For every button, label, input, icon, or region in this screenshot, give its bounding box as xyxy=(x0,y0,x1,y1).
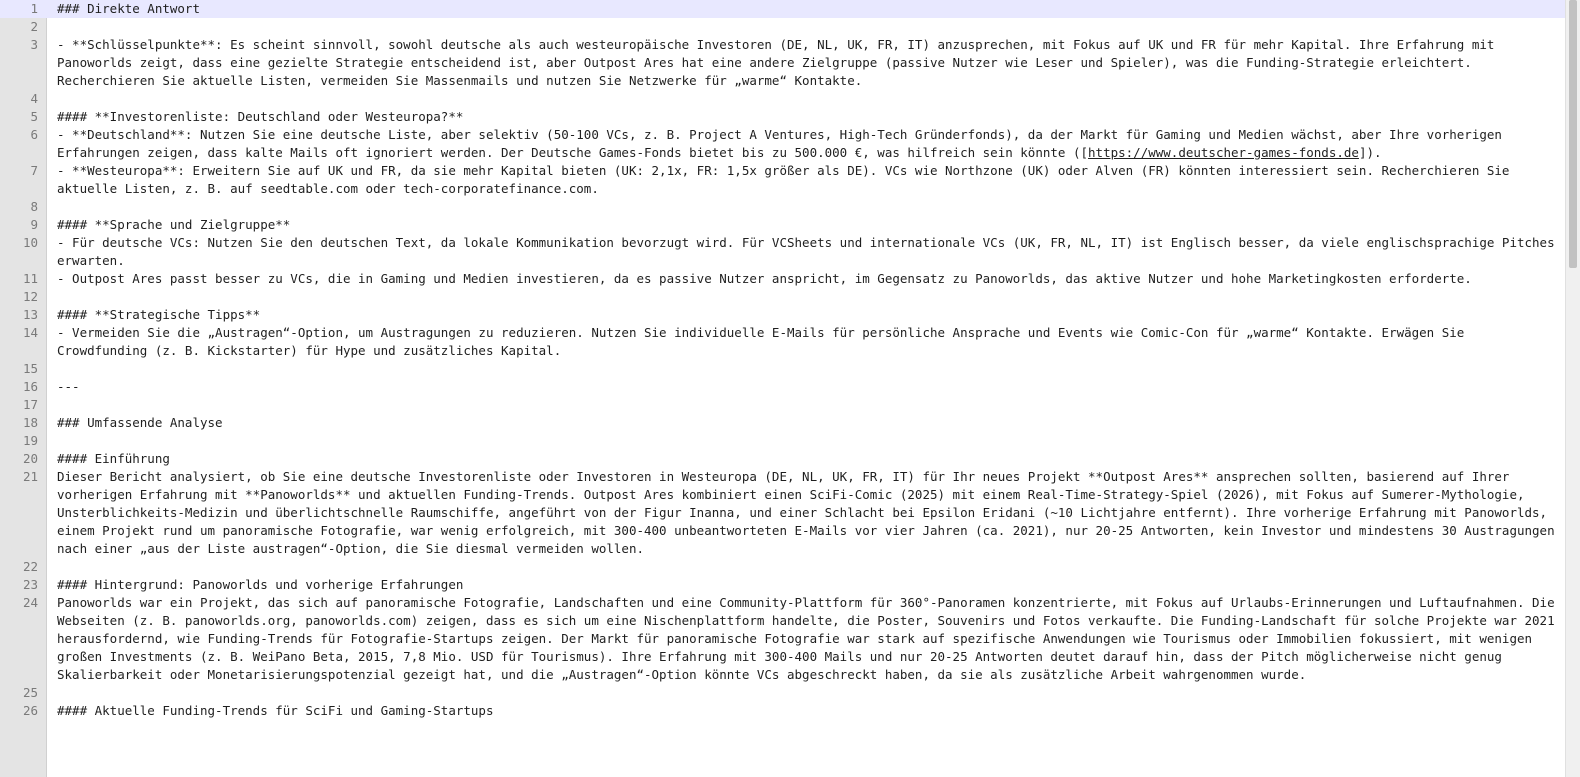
line-text[interactable] xyxy=(46,90,1566,108)
editor-line-5[interactable] xyxy=(0,108,1566,126)
line-text-before-link: - **Deutschland**: Nutzen Sie eine deutsche Liste, aber selektiv (50-100 VCs, z. B. Project A Ventures, High-Tech Gründerfonds), da der Markt für Gaming und Medien wächst, aber Ihre vorherigen Erfahrungen zeigen, dass kalte Mails oft ignoriert werden. Der Deutsche Games-Fonds bietet bis zu 500.000 €, was hilfreich sein könnte ([ xyxy=(57,127,1510,160)
line-text[interactable]: --- xyxy=(57,379,80,394)
line-text[interactable] xyxy=(46,18,1566,36)
line-number: 16 xyxy=(22,379,38,394)
line-text[interactable] xyxy=(46,360,1566,378)
editor-line-9[interactable] xyxy=(0,216,1566,234)
line-number: 26 xyxy=(22,703,38,718)
editor-line-17[interactable] xyxy=(0,396,1566,414)
line-text[interactable]: #### Aktuelle Funding-Trends für SciFi und Gaming-Startups xyxy=(57,703,494,718)
editor-line-4[interactable] xyxy=(0,90,1566,108)
line-number: 11 xyxy=(22,271,38,286)
line-number: 21 xyxy=(22,469,38,484)
line-text[interactable]: Panoworlds war ein Projekt, das sich auf panoramische Fotografie, Landschaften und eine Community-Plattform für 360°-Panoramen konzentrierte, mit Fokus auf Urlaubs-Erinnerungen und Luftaufnahmen. Die Webseiten (z. B. panoworlds.org, panoworlds.com) zeigen, dass es sich um eine Nischenplattform handelte, die Poster, Souvenirs und Fotos verkaufte. Die Funding-Landschaft für solche Projekte war 2021 herausfordernd, wie Funding-Trends für Fotografie-Startups zeigen. Der Markt für panoramische Fotografie war stark auf spezifische Anwendungen wie Tourismus oder Immobilien fokussiert, mit wenigen großen Investments (z. B. WeiPano Beta, 2015, 7,8 Mio. USD für Tourismus). Ihre Erfahrung mit 300-400 Mails und nur 20-25 Antworten deutet darauf hin, dass der Pitch möglicherweise nicht genug Skalierbarkeit oder Monetarisierungspotenzial gezeigt hat, und die „Austragen“-Option könnte VCs abgeschreckt haben, da sie als zusätzliche Arbeit wahrgenommen wurde. xyxy=(57,595,1563,682)
editor-line-10[interactable] xyxy=(0,234,1566,270)
editor-line-15[interactable] xyxy=(0,360,1566,378)
line-number: 14 xyxy=(22,325,38,340)
line-text[interactable] xyxy=(46,684,1566,702)
line-text[interactable] xyxy=(46,396,1566,414)
line-text[interactable]: - **Westeuropa**: Erweitern Sie auf UK und FR, da sie mehr Kapital bieten (UK: 2,1x, FR: 1,5x größer als DE). VCs wie Northzone (UK) oder Alven (FR) könnten interessiert sein. Recherchieren Sie aktuelle Listen, z. B. auf seedtable.com oder tech-corporatefinance.com. xyxy=(57,163,1517,196)
line-number: 18 xyxy=(22,415,38,430)
editor-line-8[interactable] xyxy=(0,198,1566,216)
editor-line-26[interactable] xyxy=(0,702,1566,720)
editor-line-3[interactable] xyxy=(0,36,1566,90)
line-text[interactable]: Dieser Bericht analysiert, ob Sie eine deutsche Investorenliste oder Investoren in Westeuropa (DE, NL, UK, FR, IT) für Ihr neues Projekt **Outpost Ares** ansprechen sollten, basierend auf Ihrer vorherigen Erfahrung mit **Panoworlds** und aktuellen Funding-Trends. Outpost Ares kombiniert einen SciFi-Comic (2025) mit einem Real-Time-Strategy-Spiel (2026), mit Fokus auf Sumerer-Mythologie, Unsterblichkeits-Medizin und überlichtschnelle Raumschiffe, angeführt von der Figur Inanna, und einer Schlacht bei Epsilon Eridani (~10 Lichtjahre entfernt). Ihre vorherige Erfahrung mit Panoworlds, einem Projekt rund um panoramische Fotografie, war wenig erfolgreich, mit 300-400 unbeantworteten E-Mails vor vier Jahren (ca. 2021), nur 20-25 Antworten, kein Investor und mindestens 30 Austragungen nach einer „aus der Liste austragen“-Option, die Sie diesmal vermeiden wollen. xyxy=(57,469,1563,556)
line-text[interactable]: #### Hintergrund: Panoworlds und vorherige Erfahrungen xyxy=(57,577,464,592)
line-number: 8 xyxy=(30,199,38,214)
editor-line-6[interactable] xyxy=(0,126,1566,162)
editor-line-19[interactable] xyxy=(0,432,1566,450)
editor-line-16[interactable] xyxy=(0,378,1566,396)
line-text[interactable]: - Outpost Ares passt besser zu VCs, die in Gaming und Medien investieren, da es passive Nutzer anspricht, im Gegensatz zu Panoworlds, das aktive Nutzer und hohe Marketingkosten erforderte. xyxy=(57,271,1472,286)
line-number: 19 xyxy=(22,433,38,448)
line-number: 10 xyxy=(22,235,38,250)
url-link[interactable]: https://www.deutscher-games-fonds.de xyxy=(1088,145,1359,160)
editor-line-2[interactable] xyxy=(0,18,1566,36)
line-text-after-link: ]). xyxy=(1358,145,1382,160)
line-number: 5 xyxy=(30,109,38,124)
editor-line-22[interactable] xyxy=(0,558,1566,576)
line-text[interactable]: ### Umfassende Analyse xyxy=(57,415,223,430)
editor-line-7[interactable] xyxy=(0,162,1566,198)
line-number: 6 xyxy=(30,127,38,142)
line-number: 20 xyxy=(22,451,38,466)
line-text[interactable]: #### Einführung xyxy=(57,451,170,466)
editor-line-21[interactable] xyxy=(0,468,1566,558)
vertical-scrollbar[interactable] xyxy=(1565,0,1580,777)
line-number: 24 xyxy=(22,595,38,610)
editor-line-11[interactable] xyxy=(0,270,1566,288)
line-number: 9 xyxy=(30,217,38,232)
editor-line-18[interactable] xyxy=(0,414,1566,432)
line-text[interactable] xyxy=(46,432,1566,450)
line-number: 15 xyxy=(22,361,38,376)
line-text[interactable] xyxy=(46,288,1566,306)
line-number: 23 xyxy=(22,577,38,592)
line-text[interactable] xyxy=(46,126,1566,162)
line-number: 7 xyxy=(30,163,38,178)
line-number: 12 xyxy=(22,289,38,304)
editor-line-12[interactable] xyxy=(0,288,1566,306)
line-text[interactable] xyxy=(46,198,1566,216)
line-number: 3 xyxy=(30,37,38,52)
line-number: 4 xyxy=(30,91,38,106)
line-text[interactable] xyxy=(46,558,1566,576)
line-number: 13 xyxy=(22,307,38,322)
line-text[interactable]: #### **Investorenliste: Deutschland oder Westeuropa?** xyxy=(57,109,464,124)
editor-line-25[interactable] xyxy=(0,684,1566,702)
scrollbar-thumb[interactable] xyxy=(1569,0,1577,268)
editor-line-24[interactable] xyxy=(0,594,1566,684)
line-text[interactable]: - Vermeiden Sie die „Austragen“-Option, um Austragungen zu reduzieren. Nutzen Sie individuelle E-Mails für persönliche Ansprache und Events wie Comic-Con für „warme“ Kontakte. Erwägen Sie Crowdfunding (z. B. Kickstarter) für Hype und zusätzliches Kapital. xyxy=(57,325,1472,358)
editor-line-1[interactable] xyxy=(0,0,1566,18)
line-text[interactable]: - **Schlüsselpunkte**: Es scheint sinnvoll, sowohl deutsche als auch westeuropäische Investoren (DE, NL, UK, FR, IT) anzusprechen, mit Fokus auf UK und FR für mehr Kapital. Ihre Erfahrung mit Panoworlds zeigt, dass eine gezielte Strategie entscheidend ist, aber Outpost Ares hat eine andere Zielgruppe (passive Nutzer wie Leser und Spieler), was die Funding-Strategie erleichtert. Recherchieren Sie aktuelle Listen, vermeiden Sie Massenmails und nutzen Sie Netzwerke für „warme“ Kontakte. xyxy=(57,37,1502,88)
editor-line-20[interactable] xyxy=(0,450,1566,468)
editor-line-13[interactable] xyxy=(0,306,1566,324)
line-number: 1 xyxy=(30,1,38,16)
line-number: 17 xyxy=(22,397,38,412)
line-text[interactable]: ### Direkte Antwort xyxy=(57,1,200,16)
editor-line-14[interactable] xyxy=(0,324,1566,360)
editor-line-23[interactable] xyxy=(0,576,1566,594)
line-number: 22 xyxy=(22,559,38,574)
line-number: 2 xyxy=(30,19,38,34)
line-text[interactable]: #### **Strategische Tipps** xyxy=(57,307,261,322)
line-text[interactable]: - Für deutsche VCs: Nutzen Sie den deutschen Text, da lokale Kommunikation bevorzugt wird. Für VCSheets und internationale VCs (UK, FR, NL, IT) ist Englisch besser, da viele englischsprachige Pitches erwarten. xyxy=(57,235,1563,268)
line-text[interactable]: #### **Sprache und Zielgruppe** xyxy=(57,217,291,232)
line-number: 25 xyxy=(22,685,38,700)
